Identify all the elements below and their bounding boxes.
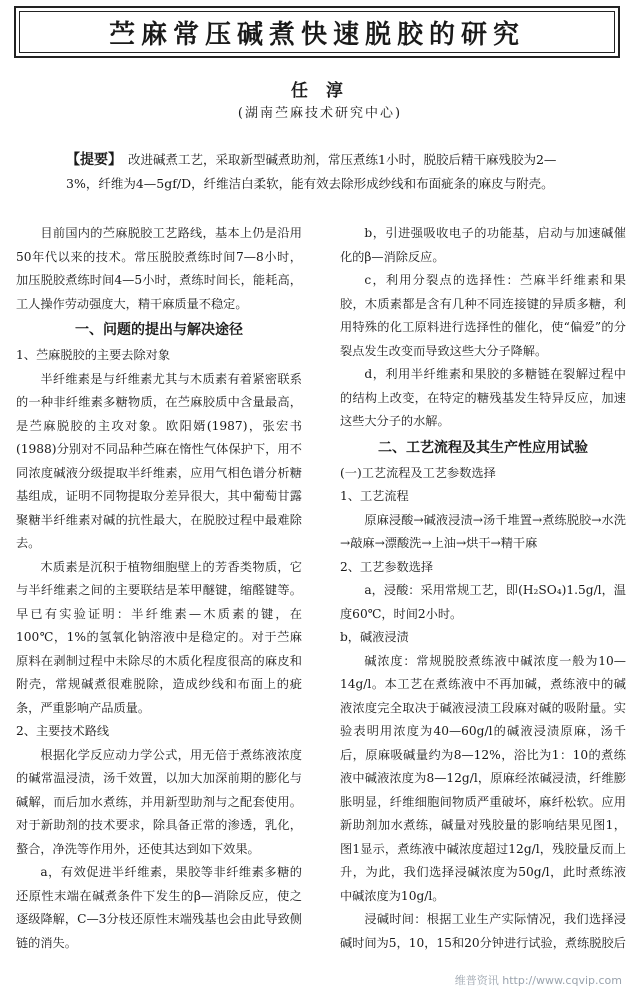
body-paragraph: 半纤维素是与纤维素尤其与木质素有着紧密联系的一种非纤维素多糖物质，在苎麻胶质中含量最高，是苎麻脱胶的主攻对象。欧阳婿(1987)，张宏书(1988)分别对不同品种苎麻在惰性气体保护下，用不同浓度碱液分级提取半纤维素，应用气相色谱分析糖基组成，证明不同物提取分差异很大，其中葡萄甘露聚糖半纤维素对碱的抗性最大，在脱胶过程中最难除去。 [16,371,302,550]
abstract-label: 【提要】 [66,152,122,168]
body-paragraph: a，浸酸：采用常规工艺，即(H₂SO₄)1.5g/l，温度60℃，时间2小时。 [340,583,626,621]
left-column [16,222,302,992]
body-paragraph: d，利用半纤维素和果胶的多糖链在裂解过程中的结构上改变，在特定的糖残基发生特异反应，加速这些大分子的水解。 [340,367,626,428]
paper-title: 苎麻常压碱煮快速脱胶的研究 [108,19,525,50]
author: 任 淳 [291,81,349,101]
body-paragraph: c，利用分裂点的选择性：苎麻半纤维素和果胶，木质素都是含有几种不同连接键的异质多糖，利用特殊的化工原料进行选择性的催化，使“偏爱”的分裂点发生改变而导致这些大分子降解。 [340,273,626,358]
subsection-heading: b，碱液浸渍 [340,630,409,644]
body-paragraph: b，引进强吸收电子的功能基，启动与加速碱催化的β—消除反应。 [340,226,626,264]
subsection-heading: (一)工艺流程及工艺参数选择 [340,465,496,480]
subsection-heading: 1、苎麻脱胶的主要去除对象 [16,348,171,362]
section-heading: 二、工艺流程及其生产性应用试验 [378,439,588,456]
subsection-heading: 1、工艺流程 [340,489,409,503]
body-paragraph: 木质素是沉积于植物细胞壁上的芳香类物质，它与半纤维素之间的主要联结是苯甲醚键，缩醛键等。早已有实验证明：半纤维素—木质素的键，在100℃，1%的氢氧化钠溶液中是稳定的。对于苎麻原料在剥制过程中未除尽的木质化程度很高的麻皮和附壳，常规碱煮很难脱除，造成纱线和布面上的疵条，严重影响产品质量。 [16,559,302,715]
abstract [66,148,574,196]
subsection-heading: 2、主要技术路线 [16,724,110,738]
title-frame [14,6,620,58]
body-paragraph: 根据化学反应动力学公式，用无倍于煮练液浓度的碱常温浸渍，汤千效置，以加大加深前期的膨化与碱解，而后加水煮练，并用新型助剂与之配套使用。对于新助剂的技术要求，除具备正常的渗透，乳化，螯合，净洗等作用外，还使其达到如下效果。 [16,747,302,856]
body-paragraph: a，有效促进半纤维素，果胶等非纤维素多糖的还原性末端在碱煮条件下发生的β—消除反应，使之逐级降解，C—3分枝还原性末端残基也会由此导致侧链的消失。 [16,865,302,950]
abstract-text: 改进碱煮工艺，采取新型碱煮助剂，常压煮练1小时，脱胶后精干麻残胶为2—3%，纤维为4—5gf/D，纤维洁白柔软，能有效去除形成纱线和布面疵条的麻皮与附壳。 [66,152,557,191]
body-paragraph: 目前国内的苎麻脱胶工艺路线，基本上仍是沿用50年代以来的技术。常压脱胶煮练时间7—8小时，加压脱胶煮练时间4—5小时，煮练时间长，能耗高，工人操作劳动强度大，精干麻质量不稳定。 [16,226,302,311]
body-paragraph: 碱浓度：常规脱胶煮练液中碱浓度一般为10—14g/l。本工艺在煮练液中不再加碱，煮练液中的碱液浓度完全取决于碱液浸渍工段麻对碱的吸附量。实验表明用浓度为40—60g/l的碱液浸渍原麻，汤千后，原麻吸碱量约为8—12%，浴比为1：10的煮练液中碱液浓度为8—12g/l，原麻经浓碱浸渍，纤维膨胀明显，纤维细胞间物质严重破坏，麻纤松软。应用新助剂加水煮练，碱量对残胶量的影响结果见图1，图1显示，煮练液中碱浓度超过12g/l，残胶量反而上升，为此，我们选择浸碱浓度为50g/l，此时煮练液中碱浓度为10g/l。 [340,653,626,903]
watermark: 维普资讯 http://www.cqvip.com [454,974,622,987]
affiliation: (湖南苎麻技术研究中心) [237,106,403,121]
right-column [340,222,626,992]
section-heading: 一、问题的提出与解决途径 [75,322,243,338]
body-paragraph: 浸碱时间：根据工业生产实际情况，我们选择浸碱时间为5，10，15和20分钟进行试验，煮练脱胶后 [340,912,626,950]
body-paragraph: 原麻浸酸→碱液浸渍→汤千堆置→煮练脱胶→水洗→敲麻→漂酸洗→上油→烘干→精干麻 [340,512,626,550]
subsection-heading: 2、工艺参数选择 [340,559,434,574]
